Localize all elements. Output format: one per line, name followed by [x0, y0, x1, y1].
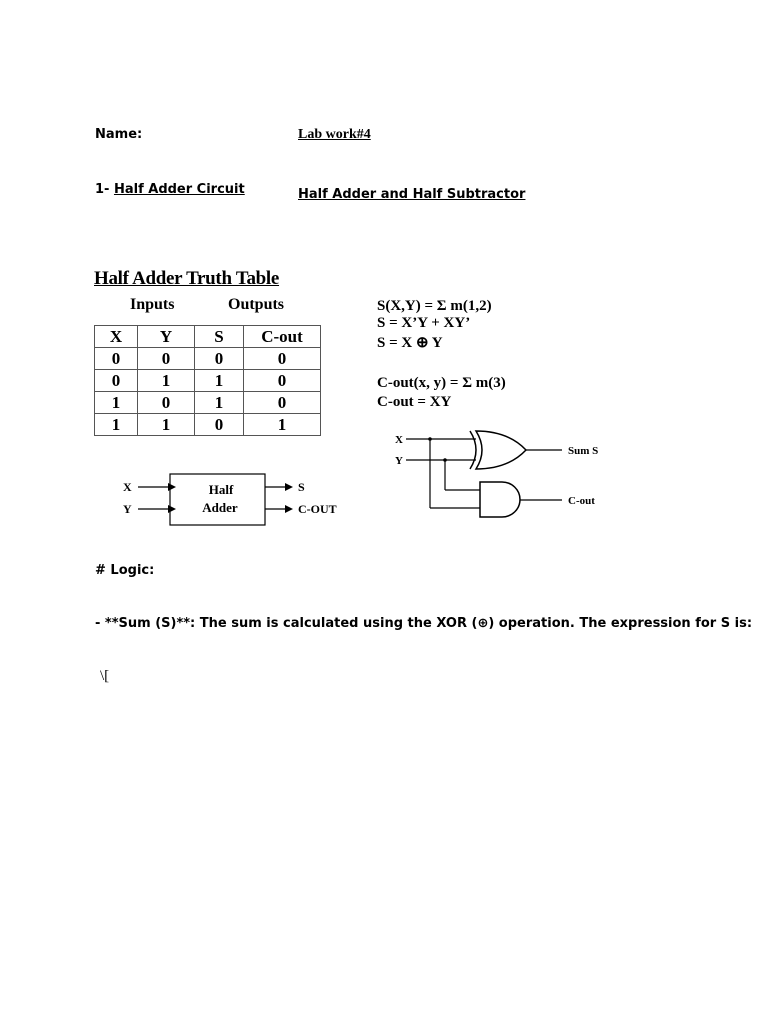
xor-gate-icon [470, 431, 526, 469]
and-gate-icon [480, 482, 520, 517]
sum-description: - **Sum (S)**: The sum is calculated using the XOR (⊕) operation. The expression for S is: [95, 616, 753, 631]
table-cell: 0 [244, 348, 321, 370]
sum-output-label: Sum S [568, 445, 599, 457]
table-row [95, 370, 321, 392]
block-input-x: X [123, 480, 132, 494]
inputs-heading: Inputs [130, 296, 175, 313]
block-label-line1: Half [208, 482, 234, 497]
table-cell: 0 [195, 348, 244, 370]
section-number: 1- [95, 182, 114, 197]
section-title: Half Adder Circuit [113, 182, 245, 197]
table-cell: 1 [138, 414, 195, 436]
table-cell: 0 [195, 414, 244, 436]
table-cell: 1 [195, 370, 244, 392]
table-cell: 0 [244, 392, 321, 414]
equation-sum-sop: S = X’Y + XY’ [377, 315, 471, 331]
truth-table-title: Half Adder Truth Table [94, 268, 280, 289]
block-output-s: S [298, 480, 305, 494]
table-row [95, 414, 321, 436]
column-header: Y [138, 326, 195, 348]
truth-table [94, 325, 321, 436]
table-cell: 1 [95, 392, 138, 414]
table-cell: 1 [95, 414, 138, 436]
carry-output-label: C-out [568, 495, 595, 507]
table-cell: 0 [95, 348, 138, 370]
half-adder-block-diagram [110, 470, 360, 530]
equation-sum-minterms: S(X,Y) = Σ m(1,2) [377, 298, 492, 314]
column-header: X [95, 326, 138, 348]
equation-carry-and: C-out = XY [377, 394, 452, 410]
arrow-icon [265, 505, 293, 513]
math-block-start: \[ [100, 668, 110, 684]
table-cell: 1 [138, 370, 195, 392]
half-adder-gate-circuit [390, 425, 620, 530]
section-label [95, 182, 245, 197]
column-header: S [195, 326, 244, 348]
circuit-input-y: Y [395, 455, 403, 467]
circuit-input-x: X [395, 434, 403, 446]
table-header-row [95, 326, 321, 348]
table-row [95, 392, 321, 414]
lab-title: Lab work#4 [298, 127, 371, 142]
column-header: C-out [244, 326, 321, 348]
name-label: Name: [95, 127, 143, 142]
table-row [95, 348, 321, 370]
equation-sum-xor: S = X ⊕ Y [377, 335, 443, 351]
table-cell: 0 [244, 370, 321, 392]
block-input-y: Y [123, 502, 132, 516]
table-cell: 1 [244, 414, 321, 436]
block-output-cout: C-OUT [298, 502, 337, 516]
table-cell: 0 [138, 348, 195, 370]
equation-carry-minterms: C-out(x, y) = Σ m(3) [377, 375, 506, 391]
table-cell: 1 [195, 392, 244, 414]
block-label-line2: Adder [202, 500, 238, 515]
logic-heading: # Logic: [95, 563, 155, 578]
table-cell: 0 [138, 392, 195, 414]
arrow-icon [265, 483, 293, 491]
topic-title: Half Adder and Half Subtractor [298, 187, 526, 202]
table-cell: 0 [95, 370, 138, 392]
outputs-heading: Outputs [228, 296, 285, 313]
